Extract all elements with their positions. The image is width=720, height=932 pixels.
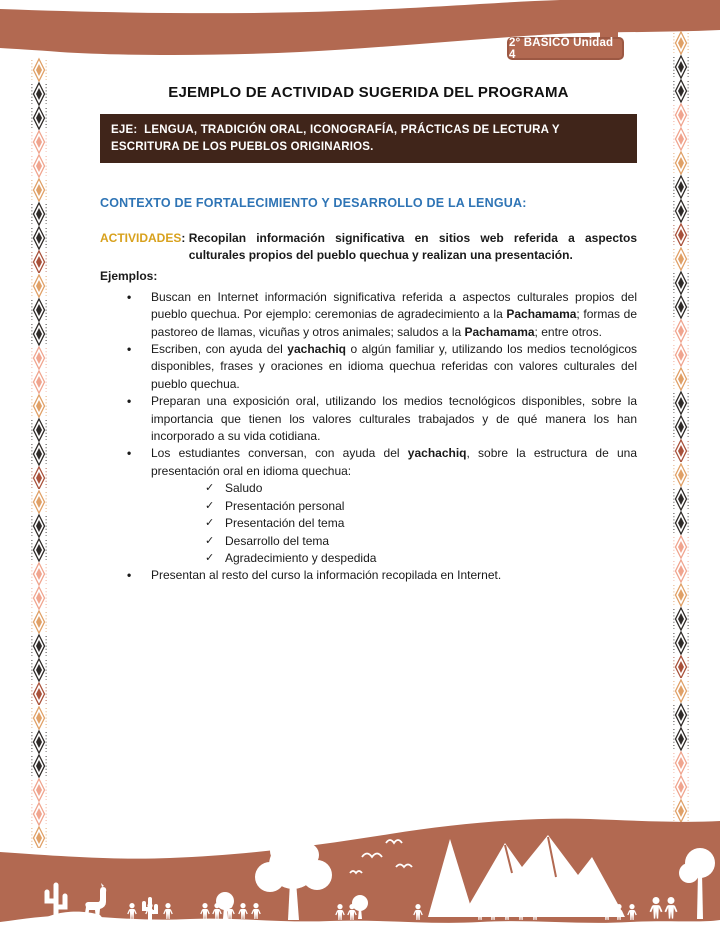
check-list-item — [205, 498, 637, 515]
andean-textile-border-left-icon — [31, 57, 47, 848]
bullet-icon: • — [127, 568, 132, 583]
activities-intro — [100, 230, 637, 265]
eje-banner: EJE: LENGUA, TRADICIÓN ORAL, ICONOGRAFÍA, PRÁCTICAS DE LECTURA Y ESCRITURA DE LOS PUEBLOS ORIGINARIOS. — [100, 114, 637, 163]
list-item: • Escriben, con ayuda del yachachiq o algún familiar y, utilizando los medios tecnológicos disponibles, frases y oraciones en idioma quechua referidas con valores culturales del pueblo quechua. — [127, 342, 637, 391]
page-title: EJEMPLO DE ACTIVIDAD SUGERIDA DEL PROGRAMA — [168, 84, 569, 101]
list-item: • Los estudiantes conversan, con ayuda del yachachiq, sobre la estructura de una presentación oral en idioma quechua: ✓ Saludo ✓ Presentación personal ✓ Presentación del tema ✓ Desarrollo del tema ✓ Agradecimiento y despedida — [127, 445, 637, 567]
activities-description: Recopilan información significativa en sitios web referida a aspectos culturales propios del pueblo quechua y realizan una presentación. — [188, 231, 637, 263]
bullet-icon: • — [127, 394, 132, 409]
bullet-icon: • — [127, 289, 132, 304]
check-icon: ✓ — [205, 534, 215, 547]
check-item-label: Presentación del tema — [225, 516, 345, 531]
check-icon: ✓ — [205, 499, 215, 512]
unit-badge: 2° BÁSICO Unidad 4 — [507, 37, 624, 60]
check-item-label: Agradecimiento y despedida — [225, 550, 377, 565]
document-content — [100, 84, 637, 585]
check-item-label: Saludo — [225, 481, 263, 496]
activity-list — [127, 289, 637, 585]
andean-textile-border-right-icon — [673, 30, 689, 822]
bullet-icon: • — [127, 446, 132, 461]
check-list — [205, 480, 637, 567]
activities-colon: : — [181, 231, 189, 245]
check-item-label: Presentación personal — [225, 498, 345, 513]
check-icon: ✓ — [205, 482, 215, 495]
check-list-item — [205, 480, 637, 497]
check-list-item — [205, 533, 637, 550]
list-item: • Presentan al resto del curso la información recopilada en Internet. — [127, 567, 637, 584]
examples-label: Ejemplos: — [100, 268, 158, 283]
activities-label: ACTIVIDADES — [100, 231, 182, 245]
check-item-label: Desarrollo del tema — [225, 533, 330, 548]
context-heading: CONTEXTO DE FORTALECIMIENTO Y DESARROLLO DE LA LENGUA: — [100, 196, 527, 210]
list-item: • Preparan una exposición oral, utilizando los medios tecnológicos disponibles, sobre la importancia que tienen los valores culturales trabajados y de qué manera los han incorporado a su vida cotidiana. — [127, 394, 637, 444]
check-icon: ✓ — [205, 517, 215, 530]
check-list-item — [205, 550, 637, 567]
footer-landscape-silhouette-icon — [0, 815, 720, 932]
check-icon: ✓ — [205, 551, 215, 564]
list-item: • Buscan en Internet información significativa referida a aspectos culturales propios del pueblo quechua. Por ejemplo: ceremonias de agradecimiento a la Pachamama; formas de pastoreo de llamas, vicuñas y otros animales; saludos a la Pachamama; entre otros. — [127, 289, 637, 339]
check-list-item — [205, 515, 637, 532]
bullet-icon: • — [127, 342, 132, 357]
